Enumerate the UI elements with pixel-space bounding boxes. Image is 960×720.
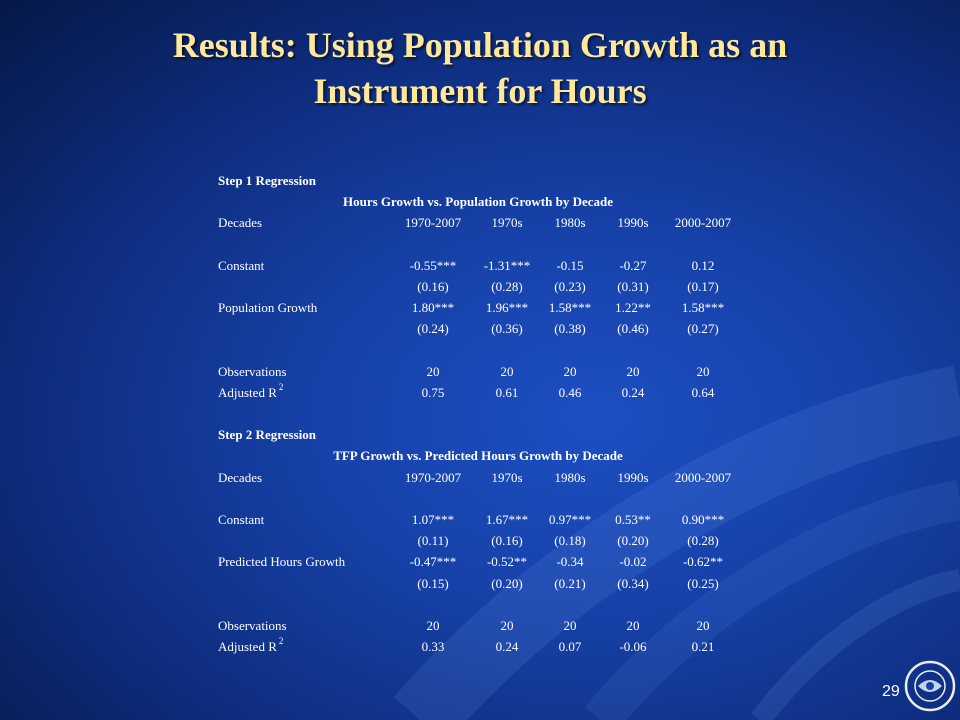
slide-title-line2: Instrument for Hours	[313, 71, 647, 111]
table-cell: 1.80***	[411, 300, 455, 316]
table-cell: 0.24	[495, 639, 519, 655]
table-cell: 0.97***	[548, 512, 592, 527]
step2-decade-header: 2000-2007	[674, 469, 732, 485]
table-cell: 0.46	[558, 384, 582, 400]
table-cell: (0.20)	[491, 575, 523, 591]
step2-decade-header: 1980s	[554, 469, 586, 485]
table-cell: (0.38)	[554, 321, 586, 337]
table-cell: 1.58***	[548, 300, 592, 316]
table-cell: (0.11)	[417, 533, 449, 549]
table-cell: 20	[626, 363, 640, 379]
table-cell: (0.46)	[617, 321, 649, 337]
step2-decades-label: Decades	[218, 469, 263, 485]
table-cell: 20	[696, 617, 710, 633]
table-cell: (0.16)	[491, 533, 523, 549]
observations-label: Observations	[218, 617, 287, 633]
table-cell: -0.55***	[409, 257, 457, 273]
table-cell: 0.90***	[681, 512, 725, 527]
slide-title-line1: Results: Using Population Growth as an	[172, 25, 788, 65]
table-cell: 20	[626, 617, 640, 633]
table-cell: -0.02	[619, 554, 647, 570]
step1-decade-header: 2000-2007	[674, 215, 732, 231]
table-cell: (0.31)	[617, 278, 649, 294]
table-cell: -0.06	[619, 639, 647, 655]
table-cell: -0.34	[556, 554, 584, 570]
imf-seal-icon	[904, 660, 956, 712]
step1-heading: Step 1 Regression	[218, 173, 316, 188]
table-cell: (0.28)	[687, 533, 719, 549]
table-cell: (0.27)	[687, 321, 719, 337]
adjusted-r2-label: Adjusted R $^2$	[218, 381, 284, 400]
step1-decades-label: Decades	[218, 215, 263, 231]
table-cell: (0.18)	[554, 533, 586, 549]
table-cell: 0.64	[691, 384, 715, 400]
step2-caption: TFP Growth vs. Predicted Hours Growth by Decade	[333, 448, 623, 464]
table-cell: (0.20)	[617, 533, 649, 549]
table-cell: (0.16)	[417, 278, 449, 294]
table-cell: 20	[500, 363, 514, 379]
table-cell: 0.33	[421, 639, 445, 655]
step1-decade-header: 1990s	[617, 215, 649, 231]
row-label: Constant	[218, 512, 265, 527]
table-cell: 0.24	[621, 384, 645, 400]
table-cell: (0.15)	[417, 575, 449, 591]
table-cell: (0.36)	[491, 321, 523, 337]
page-number: 29	[882, 683, 900, 700]
table-cell: (0.23)	[554, 278, 586, 294]
step2-heading: Step 2 Regression	[218, 427, 316, 443]
row-label: Predicted Hours Growth	[218, 554, 346, 570]
table-cell: 20	[500, 617, 514, 633]
table-cell: 1.22**	[615, 300, 651, 316]
table-cell: (0.34)	[617, 575, 649, 591]
adjusted-r2-label: Adjusted R $^2$	[218, 635, 284, 655]
step1-decade-header: 1980s	[554, 215, 586, 231]
table-cell: (0.17)	[687, 278, 719, 294]
step1-decade-header: 1970s	[491, 215, 523, 231]
table-cell: (0.28)	[491, 278, 523, 294]
table-cell: 0.61	[495, 384, 519, 400]
table-cell: 1.67***	[485, 512, 529, 527]
table-cell: 1.96***	[485, 300, 529, 316]
table-cell: 0.53**	[615, 512, 651, 527]
table-cell: -0.15	[556, 257, 584, 273]
row-label: Population Growth	[218, 300, 318, 316]
table-cell: 20	[426, 617, 440, 633]
table-cell: 20	[563, 363, 577, 379]
table-cell: -0.52**	[486, 554, 528, 570]
table-cell: -0.62**	[682, 554, 724, 570]
step2-decade-header: 1970s	[491, 469, 523, 485]
table-cell: 1.07***	[411, 512, 455, 527]
table-cell: 0.21	[691, 639, 715, 655]
table-cell: 20	[696, 363, 710, 379]
slide-title	[0, 22, 960, 114]
table-cell: 1.58***	[681, 300, 725, 316]
table-cell: -1.31***	[483, 257, 531, 273]
table-cell: (0.21)	[554, 575, 586, 591]
table-cell: -0.47***	[409, 554, 457, 570]
step2-decade-header: 1970-2007	[404, 469, 462, 485]
table-cell: 0.75	[421, 384, 445, 400]
table-cell: 0.07	[558, 639, 582, 655]
step1-caption: Hours Growth vs. Population Growth by Decade	[342, 194, 613, 210]
table-cell: 20	[426, 363, 440, 379]
table-cell: -0.27	[619, 257, 647, 273]
table-cell: 0.12	[691, 257, 715, 273]
table-cell: 20	[563, 617, 577, 633]
step1-decade-header: 1970-2007	[404, 215, 462, 231]
table-cell: (0.24)	[417, 321, 449, 337]
step2-decade-header: 1990s	[617, 469, 649, 485]
observations-label: Observations	[218, 363, 287, 379]
row-label: Constant	[218, 257, 265, 273]
table-cell: (0.25)	[687, 575, 719, 591]
